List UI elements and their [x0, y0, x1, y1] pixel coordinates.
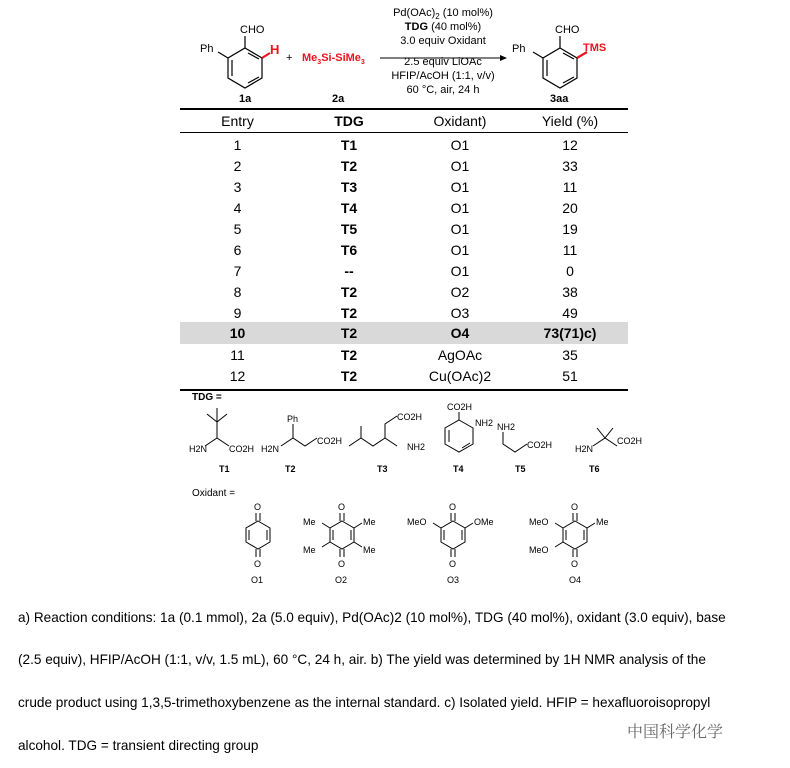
svg-text:NH2: NH2 [407, 442, 426, 452]
tdg-t1-structure [189, 408, 254, 474]
tdg-t4-structure [445, 402, 493, 474]
table-row [0, 156, 790, 177]
cell-oxidant: O3 [450, 305, 470, 321]
cell-entry: 4 [233, 200, 242, 216]
svg-text:H2N: H2N [189, 444, 208, 454]
cell-tdg: T1 [340, 137, 358, 153]
svg-text:O: O [254, 502, 262, 512]
tdg-structures [185, 400, 665, 480]
condition-pd: $Pd(OAc)_2$ (10 mol%) [393, 7, 493, 22]
svg-text:T6: T6 [589, 464, 600, 474]
cell-oxidant: O2 [450, 284, 470, 300]
header-oxidant: Oxidant) [433, 113, 487, 129]
oxidant-o4-structure [529, 502, 609, 585]
svg-text:Me: Me [596, 517, 609, 527]
footnote-line-1: a) Reaction conditions: 1a (0.1 mmol), 2a (5.0 equiv), Pd(OAc)2 (10 mol%), TDG (40 mol%), oxidant (3.0 equiv), base [18, 610, 726, 625]
cell-entry: 9 [233, 305, 242, 321]
table-row [0, 219, 790, 240]
oxidant-structures [185, 495, 625, 590]
table-row [0, 240, 790, 261]
cell-yield: 38 [562, 284, 578, 300]
oxidant-o3-structure [407, 502, 494, 585]
oxidant-heading: Oxidant = [192, 488, 236, 499]
reactant-2-label: 2a [332, 93, 345, 105]
table-header-rule [180, 132, 628, 133]
svg-text:Ph: Ph [287, 414, 299, 424]
cell-oxidant: O1 [450, 158, 470, 174]
cell-entry: 12 [229, 368, 246, 384]
product-tms: TMS [583, 42, 607, 54]
svg-text:Me: Me [303, 545, 316, 555]
svg-text:T5: T5 [515, 464, 526, 474]
cell-tdg: T2 [340, 284, 358, 300]
svg-text:Me: Me [363, 517, 376, 527]
svg-text:O4: O4 [569, 575, 582, 585]
cell-oxidant: Cu(OAc)2 [428, 368, 492, 384]
reactant-1-hydrogen: H [270, 42, 280, 57]
cell-tdg: T5 [340, 221, 358, 237]
table-row [0, 282, 790, 303]
cell-oxidant: AgOAc [437, 347, 483, 363]
svg-text:O2: O2 [335, 575, 348, 585]
svg-text:O: O [571, 559, 579, 569]
svg-text:T2: T2 [285, 464, 296, 474]
svg-text:T1: T1 [219, 464, 230, 474]
cell-entry: 5 [233, 221, 242, 237]
cell-tdg: T2 [340, 305, 358, 321]
cell-oxidant: O1 [450, 242, 470, 258]
tdg-t2-structure [261, 414, 342, 474]
table-header [0, 111, 790, 132]
svg-text:CO2H: CO2H [317, 436, 343, 446]
cell-tdg: T6 [340, 242, 358, 258]
svg-text:H2N: H2N [575, 444, 594, 454]
cell-tdg: T2 [340, 325, 358, 341]
svg-text:O: O [449, 559, 457, 569]
svg-text:O: O [449, 502, 457, 512]
header-tdg: TDG [334, 113, 364, 129]
cell-yield: 20 [562, 200, 578, 216]
cell-yield: 49 [562, 305, 578, 321]
table-row [0, 323, 790, 344]
condition-base: 2.5 equiv LiOAc [404, 56, 482, 68]
cell-entry: 6 [233, 242, 242, 258]
svg-text:H2N: H2N [261, 444, 280, 454]
table-row [0, 135, 790, 156]
svg-text:T4: T4 [453, 464, 464, 474]
svg-text:NH2: NH2 [475, 418, 494, 428]
cell-yield: 33 [562, 158, 578, 174]
svg-text:NH2: NH2 [497, 422, 516, 432]
condition-oxidant: 3.0 equiv Oxidant [400, 35, 486, 47]
svg-text:O: O [338, 559, 346, 569]
cell-oxidant: O1 [450, 200, 470, 216]
cell-oxidant: O4 [450, 325, 470, 341]
tdg-heading: TDG = [192, 392, 222, 403]
cell-entry: 10 [229, 325, 246, 341]
product-label: 3aa [550, 93, 569, 105]
reactant-1-label: 1a [239, 93, 252, 105]
table-row [0, 366, 790, 387]
table-top-rule [180, 108, 628, 110]
cell-tdg: T4 [340, 200, 358, 216]
disilane-reagent: $Me_3Si-SiMe_3$ [302, 52, 365, 66]
svg-text:CO2H: CO2H [229, 444, 255, 454]
svg-text:O: O [571, 502, 579, 512]
reactant-1-ph: Ph [200, 43, 214, 55]
header-entry: Entry [221, 113, 254, 129]
table-row [0, 303, 790, 324]
cell-entry: 1 [233, 137, 242, 153]
oxidant-o2-structure [303, 502, 376, 585]
cell-yield: 35 [562, 347, 578, 363]
cell-entry: 2 [233, 158, 242, 174]
condition-temp: 60 °C, air, 24 h [406, 84, 480, 96]
oxidant-o1-structure [246, 502, 270, 585]
svg-text:CO2H: CO2H [397, 412, 423, 422]
footnote-line-4: alcohol. TDG = transient directing group [18, 738, 259, 753]
svg-text:O: O [254, 559, 262, 569]
cell-tdg: -- [344, 263, 354, 279]
svg-text:O: O [338, 502, 346, 512]
svg-text:O3: O3 [447, 575, 460, 585]
cell-entry: 11 [230, 347, 245, 363]
svg-text:MeO: MeO [529, 545, 549, 555]
svg-text:CO2H: CO2H [447, 402, 473, 412]
svg-text:CO2H: CO2H [617, 436, 643, 446]
svg-text:MeO: MeO [407, 517, 427, 527]
cell-tdg: T2 [340, 368, 358, 384]
header-yield: Yield (%) [541, 113, 599, 129]
cell-yield: 11 [562, 179, 578, 195]
product-cho: CHO [555, 24, 580, 36]
svg-text:CO2H: CO2H [527, 440, 553, 450]
footnote-line-3: crude product using 1,3,5-trimethoxybenzene as the internal standard. c) Isolated yield. HFIP = hexafluoroisopropyl [18, 695, 711, 710]
cell-yield: 73(71)c) [543, 325, 597, 341]
svg-text:Me: Me [303, 517, 316, 527]
table-row [0, 198, 790, 219]
cell-tdg: T2 [340, 347, 358, 363]
table-row [0, 345, 790, 366]
cell-entry: 3 [233, 179, 242, 195]
tdg-t5-structure [497, 422, 552, 474]
o3-ome-right: OMe [474, 517, 494, 527]
cell-oxidant: O1 [450, 179, 470, 195]
svg-text:Me: Me [363, 545, 376, 555]
footnote-line-2: (2.5 equiv), HFIP/AcOH (1:1, v/v, 1.5 mL), 60 °C, 24 h, air. b) The yield was determined by 1H NMR analysis of the [18, 652, 706, 667]
watermark: 中国科学化学 [627, 724, 724, 741]
cell-oxidant: O1 [450, 137, 470, 153]
reactant-1-cho: CHO [240, 24, 265, 36]
svg-text:O1: O1 [251, 575, 264, 585]
table-row [0, 261, 790, 282]
cell-oxidant: O1 [450, 221, 470, 237]
cell-tdg: T3 [340, 179, 358, 195]
cell-entry: 7 [233, 263, 242, 279]
cell-yield: 11 [562, 242, 578, 258]
cell-yield: 51 [562, 368, 578, 384]
cell-entry: 8 [233, 284, 242, 300]
tdg-t6-structure [575, 428, 642, 474]
reactant-1-structure [200, 24, 279, 105]
cell-oxidant: O1 [450, 263, 470, 279]
cell-yield: 19 [562, 221, 578, 237]
product-ph: Ph [512, 43, 526, 55]
cell-yield: 12 [562, 137, 578, 153]
cell-yield: 0 [566, 263, 574, 279]
condition-tdg: TDG (40 mol%) [404, 21, 482, 33]
tdg-t3-structure [349, 412, 425, 474]
table-row [0, 177, 790, 198]
plus-sign: + [286, 52, 293, 64]
svg-text:MeO: MeO [529, 517, 549, 527]
condition-solvent: HFIP/AcOH (1:1, v/v) [391, 70, 495, 82]
svg-text:T3: T3 [377, 464, 388, 474]
cell-tdg: T2 [340, 158, 358, 174]
table-bottom-rule [180, 389, 628, 391]
